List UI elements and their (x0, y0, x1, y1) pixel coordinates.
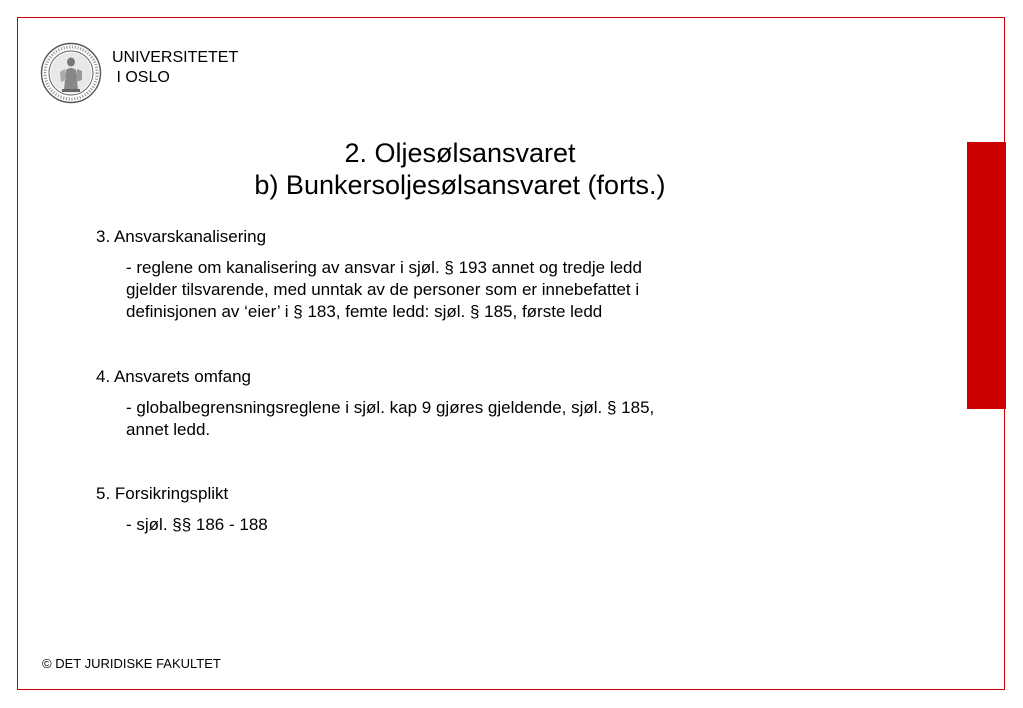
section-body: - sjøl. §§ 186 - 188 (126, 515, 268, 534)
slide-title-line2: b) Bunkersoljesølsansvaret (forts.) (254, 170, 666, 200)
section-forsikringsplikt (96, 483, 816, 536)
section-heading: 5. Forsikringsplikt (96, 484, 229, 503)
section-heading: 3. Ansvarskanalisering (96, 227, 267, 246)
section-heading: 4. Ansvarets omfang (96, 367, 251, 386)
section-body: - reglene om kanalisering av ansvar i sjøl. § 193 annet og tredje ledd gjelder tilsvarende, med unntak av de personer som er innebefattet i definisjonen av ‘eier’ i § 183, femte ledd: sjøl. § 185, første ledd (126, 258, 642, 321)
slide-title (160, 137, 760, 201)
slide-title-line1: 2. Oljesølsansvaret (344, 138, 576, 168)
section-ansvarets-omfang (96, 366, 816, 441)
section-body: - globalbegrensningsreglene i sjøl. kap 9 gjøres gjeldende, sjøl. § 185, annet ledd. (126, 398, 655, 439)
footer-copyright: © DET JURIDISKE FAKULTET (42, 656, 221, 671)
section-ansvarskanalisering (96, 226, 816, 323)
university-name (112, 48, 238, 88)
accent-bar (967, 142, 1006, 409)
slide-content (96, 226, 816, 536)
university-name-line2: I OSLO (112, 69, 170, 86)
university-seal-icon (40, 42, 102, 104)
university-name-line1: UNIVERSITETET (112, 49, 239, 66)
